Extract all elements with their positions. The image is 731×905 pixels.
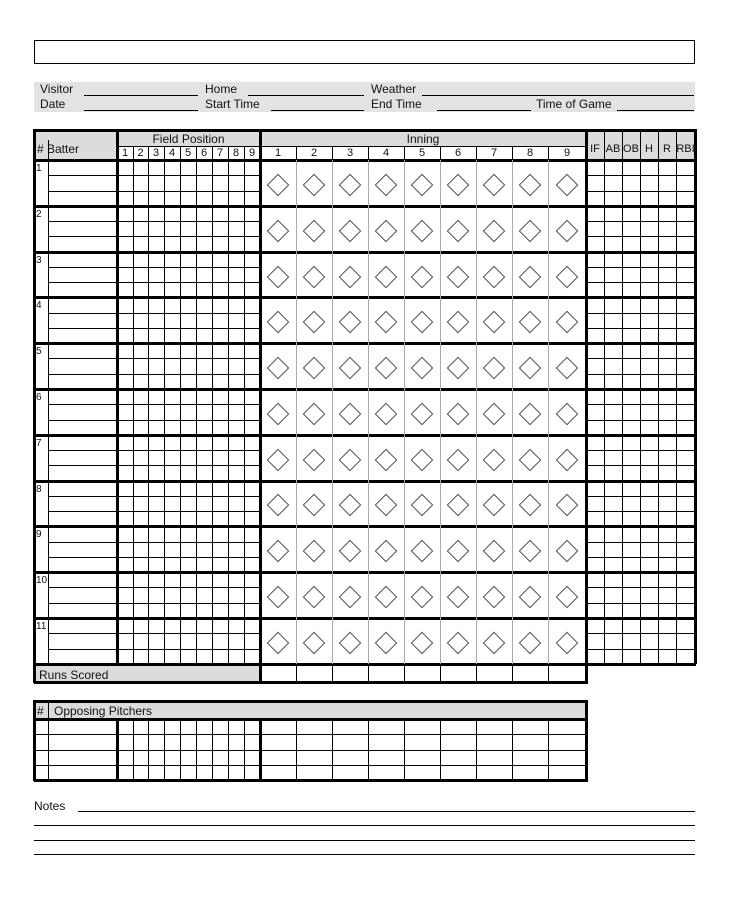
field-position-number: 4	[168, 147, 176, 159]
pitcher-inning-divider	[332, 719, 333, 780]
batter-row-number: 9	[36, 529, 42, 540]
pitcher-inning-divider	[476, 719, 477, 780]
field-position-number: 1	[121, 147, 129, 159]
end-time-label: End Time	[371, 97, 422, 111]
field-position-number: 3	[152, 147, 160, 159]
inning-number: 3	[346, 147, 354, 159]
inning-number: 1	[274, 147, 282, 159]
pitcher-num-header: #	[37, 704, 44, 718]
inning-number: 8	[526, 147, 534, 159]
weather-label: Weather	[371, 82, 417, 96]
inning-number: 6	[454, 147, 462, 159]
notes-line[interactable]	[34, 825, 695, 826]
pitcher-col-divider	[244, 719, 245, 780]
inning-number: 7	[490, 147, 498, 159]
start-time-label: Start Time	[205, 97, 260, 111]
batter-row-number: 1	[36, 163, 42, 174]
home-label: Home	[205, 82, 238, 96]
inning-header: Inning	[406, 132, 440, 146]
date-label: Date	[40, 97, 66, 111]
pitcher-col-divider	[164, 719, 165, 780]
inning-number: 9	[563, 147, 571, 159]
pitcher-col-divider	[228, 719, 229, 780]
pitcher-col-divider	[133, 719, 134, 780]
pitcher-col-divider	[148, 719, 149, 780]
stat-col-header: RBI	[676, 143, 695, 155]
runs-scored-label: Runs Scored	[39, 667, 109, 682]
batter-row-number: 4	[36, 300, 42, 311]
stat-col-header: AB	[605, 143, 621, 155]
notes-line[interactable]	[78, 811, 695, 812]
field-position-number: 6	[200, 147, 208, 159]
stat-col-header: R	[663, 143, 671, 155]
field-position-number: 8	[232, 147, 240, 159]
pitcher-inning-divider	[296, 719, 297, 780]
batter-row-number: 6	[36, 392, 42, 403]
pitcher-col-divider	[212, 719, 213, 780]
pitcher-inning-divider	[548, 719, 549, 780]
batter-row-number: 3	[36, 255, 42, 266]
pitchers-top-border	[34, 700, 588, 703]
pitchers-left-border	[33, 700, 36, 781]
batter-row-number: 2	[36, 209, 42, 220]
pitcher-inning-divider	[440, 719, 441, 780]
inning-number: 2	[310, 147, 318, 159]
pitcher-name-divider	[116, 719, 119, 780]
field-position-number: 7	[216, 147, 224, 159]
pitchers-right-border	[585, 700, 588, 781]
pitcher-stats-divider	[259, 719, 262, 780]
pitcher-inning-divider	[512, 719, 513, 780]
time-of-game-label: Time of Game	[536, 97, 612, 111]
pitcher-inning-divider	[404, 719, 405, 780]
batter-col-header: Batter	[47, 142, 80, 156]
stat-col-header: H	[645, 143, 653, 155]
notes-line[interactable]	[34, 854, 695, 855]
pitcher-num-divider	[48, 701, 49, 780]
inning-number: 4	[382, 147, 390, 159]
field-position-number: 9	[248, 147, 256, 159]
num-col-header: #	[37, 142, 44, 156]
batter-row-number: 10	[36, 575, 48, 586]
batter-row-number: 8	[36, 484, 42, 495]
stat-col-header: IF	[590, 143, 600, 155]
pitcher-inning-divider	[368, 719, 369, 780]
batter-row-number: 7	[36, 438, 42, 449]
batter-row-number: 5	[36, 346, 42, 357]
pitcher-col-divider	[180, 719, 181, 780]
stat-col-header: OB	[623, 143, 639, 155]
opposing-pitchers-title: Opposing Pitchers	[54, 704, 153, 718]
pitcher-col-divider	[196, 719, 197, 780]
field-position-header: Field Position	[152, 132, 225, 146]
field-position-number: 2	[137, 147, 144, 159]
field-position-number: 5	[184, 147, 192, 159]
notes-label: Notes	[34, 799, 66, 813]
batter-row-number: 11	[36, 621, 47, 632]
inning-number: 5	[418, 147, 426, 159]
notes-line[interactable]	[34, 840, 695, 841]
visitor-label: Visitor	[40, 82, 74, 96]
